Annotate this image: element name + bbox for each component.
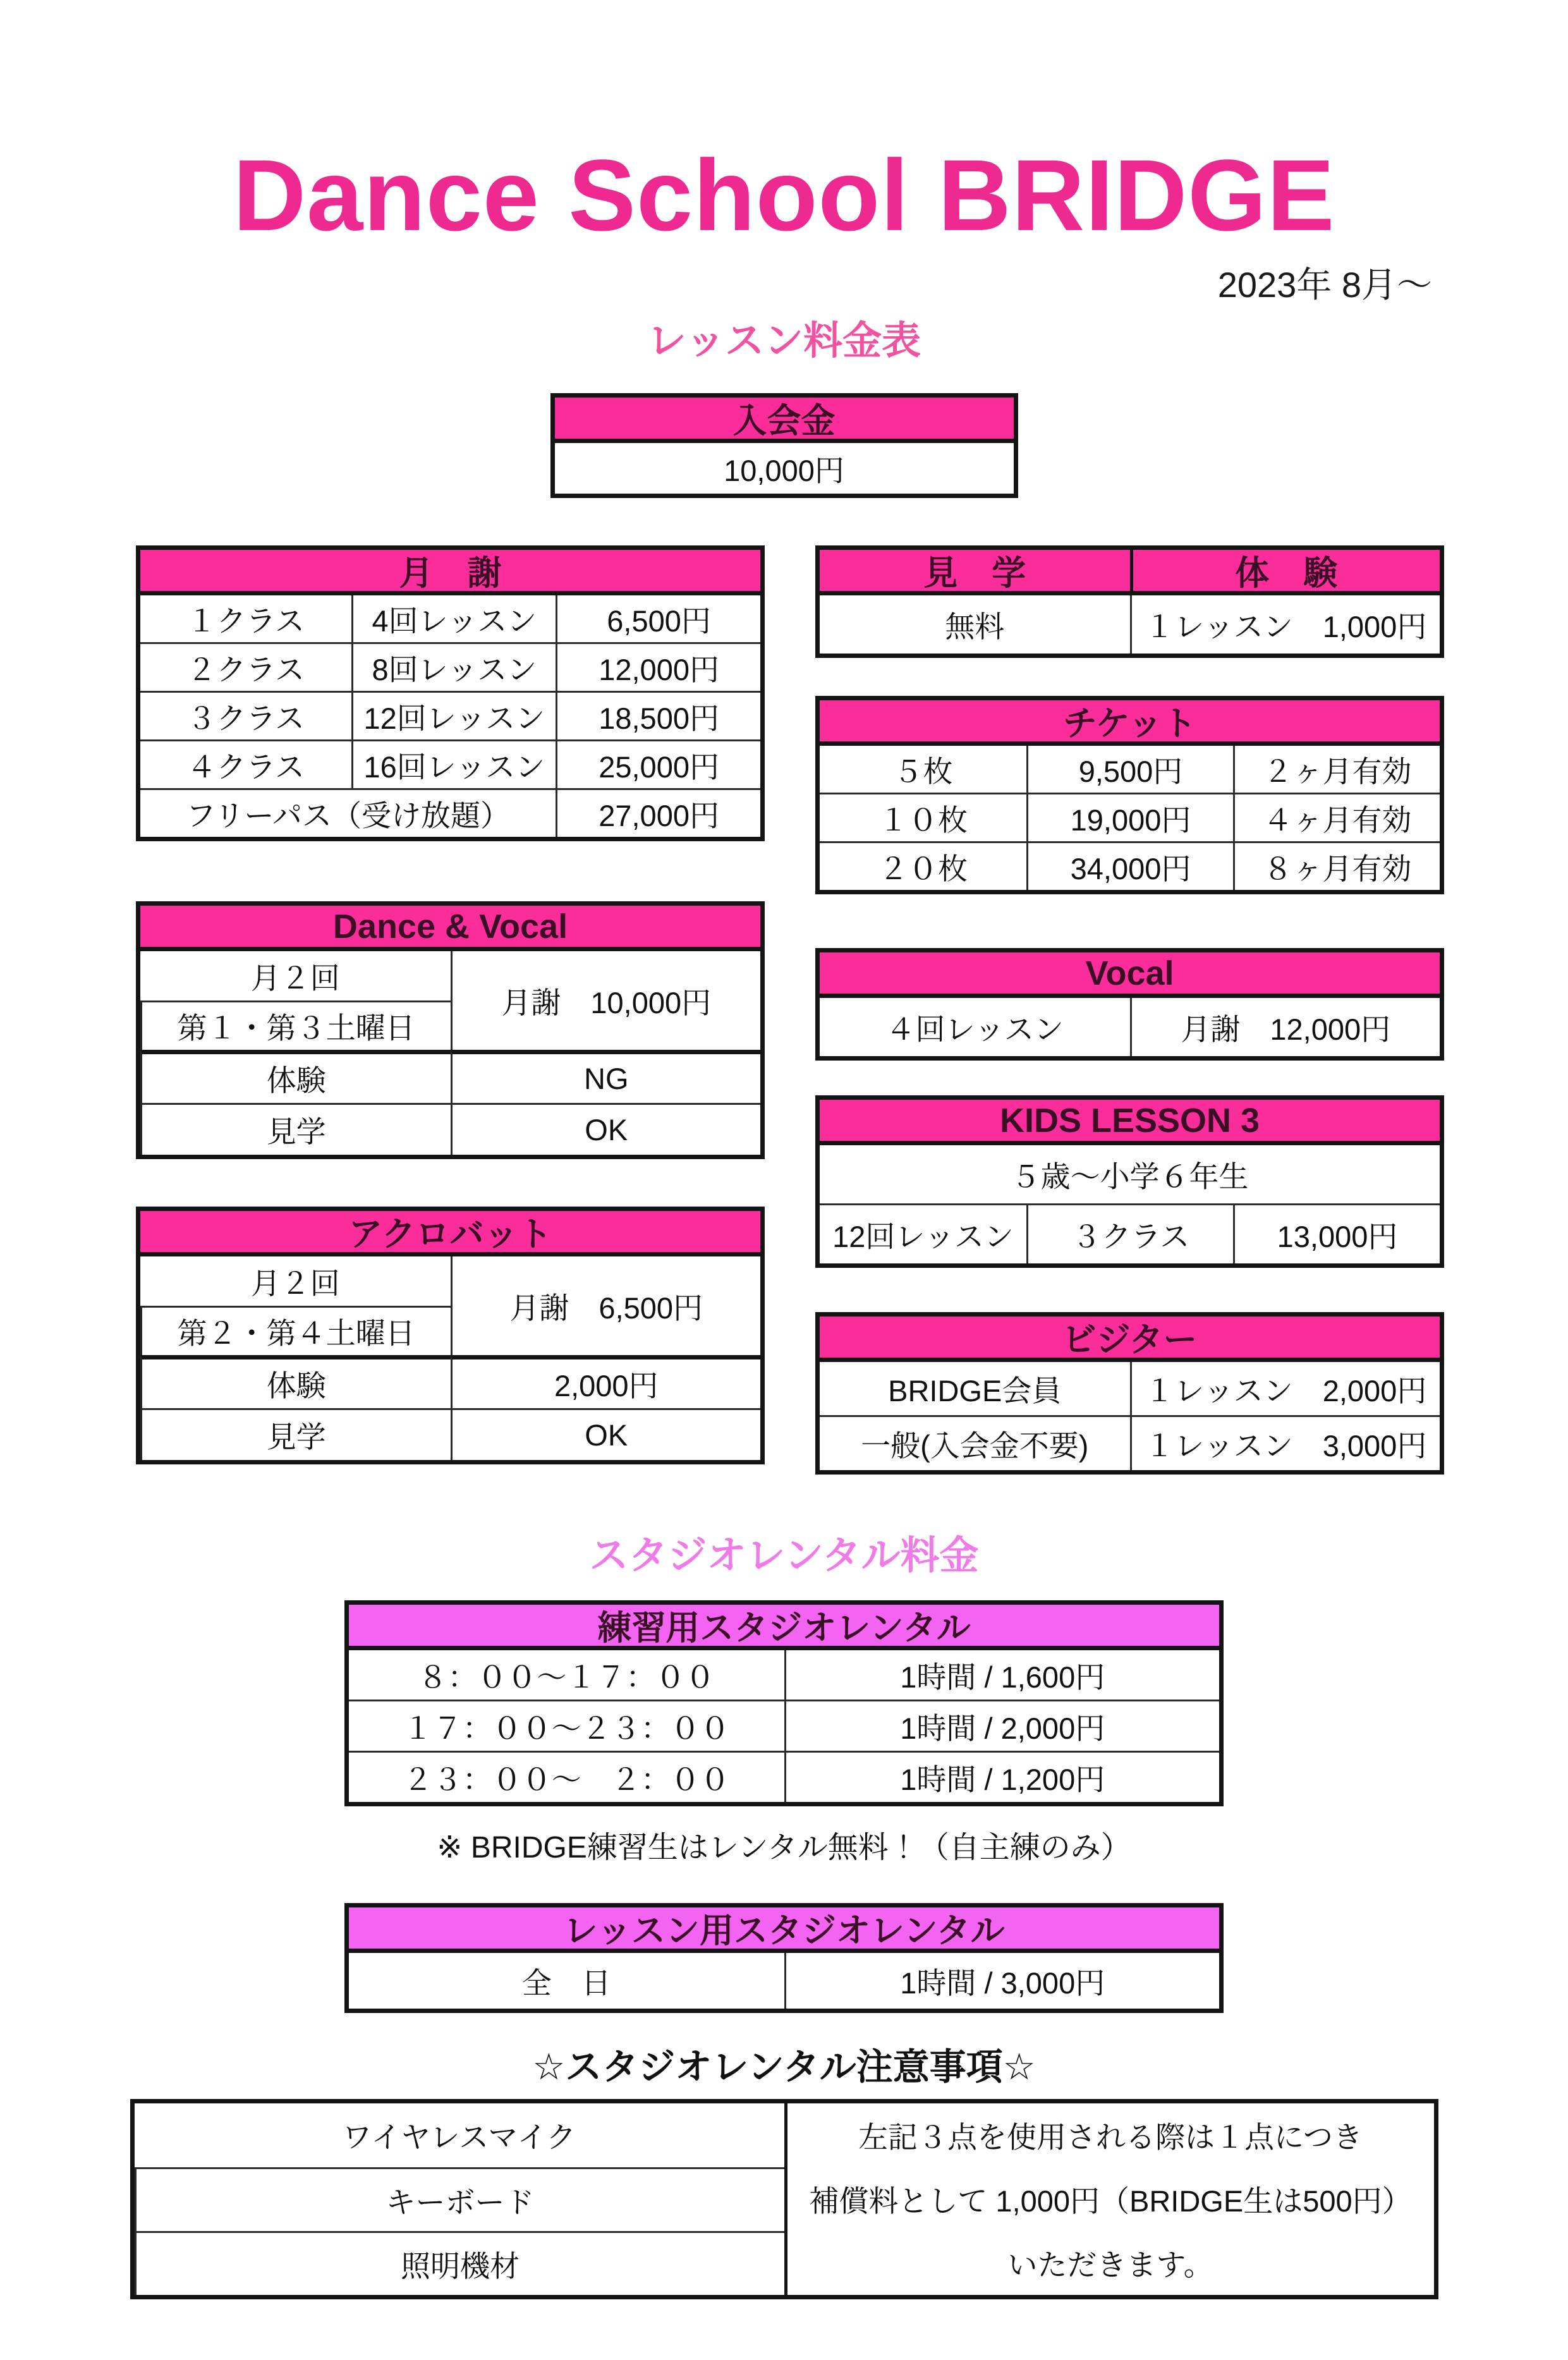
visit-value: 無料 [945, 609, 1005, 643]
right-column [815, 545, 1444, 1475]
kids-lesson-table [815, 1095, 1444, 1268]
ticket-validity: ２ヶ月有効 [1233, 746, 1440, 793]
monthly-fee: 月謝 10,000円 [451, 951, 761, 1050]
notice-description-line: いただきます。 [1007, 2248, 1213, 2282]
ticket-price: 34,000円 [1026, 843, 1233, 890]
class-count: ３クラス [1026, 1205, 1233, 1263]
rental-notice-body [135, 2103, 1434, 2295]
time-slot: １７：００～２３：００ [403, 1711, 730, 1745]
page-title: Dance School BRIDGE [233, 138, 1335, 252]
table-row [820, 841, 1440, 890]
trial-value: NG [451, 1050, 761, 1103]
age-range: ５歳～小学６年生 [1011, 1159, 1249, 1193]
lesson-studio-rental-table [344, 1903, 1224, 2013]
schedule-days: 第１・第３土曜日 [140, 1001, 451, 1050]
notice-description-line: 補償料として 1,000円（BRIDGE生は500円） [809, 2184, 1412, 2218]
kids-lesson-header: KIDS LESSON 3 [820, 1100, 1440, 1145]
visitor-type: 一般(入会金不要) [861, 1428, 1089, 1463]
schedule-days: 第２・第４土曜日 [140, 1306, 451, 1355]
practice-rental-note: ※ BRIDGE練習生はレンタル無料！（自主練のみ） [437, 1831, 1131, 1864]
visit-header: 見 学 [820, 550, 1130, 595]
free-pass-price: 27,000円 [556, 790, 760, 837]
visitor-price: １レッスン 3,000円 [1130, 1417, 1440, 1470]
practice-rental-header: 練習用スタジオレンタル [349, 1605, 1219, 1650]
lesson-rental-header: レッスン用スタジオレンタル [349, 1907, 1219, 1953]
admission-fee-table [550, 393, 1018, 498]
lesson-count: 8回レッスン [351, 644, 556, 691]
trial-label: 体験 [140, 1050, 451, 1103]
ticket-validity: ４ヶ月有効 [1233, 794, 1440, 841]
vocal-header: Vocal [820, 952, 1440, 998]
equipment-item: キーボード [135, 2167, 784, 2231]
dance-vocal-table [136, 901, 765, 1159]
lesson-count: 4回レッスン [351, 595, 556, 642]
hourly-rate: 1時間 / 1,600円 [784, 1650, 1220, 1700]
price: 18,500円 [556, 693, 760, 739]
table-row [820, 746, 1440, 793]
trial-value: 2,000円 [451, 1355, 761, 1408]
table-row [349, 1700, 1219, 1751]
acrobat-header: アクロバット [140, 1211, 760, 1256]
visitor-price: １レッスン 2,000円 [1130, 1362, 1440, 1415]
visit-trial-table [815, 545, 1444, 658]
lesson-count: ４回レッスン [885, 1012, 1064, 1046]
time-slot: ２３：００～ ２：００ [403, 1762, 730, 1796]
equipment-item: ワイヤレスマイク [342, 2120, 576, 2154]
table-row [820, 1362, 1440, 1415]
ticket-count: ５枚 [893, 754, 953, 788]
lesson-price-heading: レッスン料金表 [647, 319, 921, 363]
equipment-item: 照明機材 [135, 2231, 784, 2295]
table-row [349, 1751, 1219, 1802]
ticket-table [815, 696, 1444, 894]
visitor-header: ビジター [820, 1317, 1440, 1362]
hourly-rate: 1時間 / 3,000円 [784, 1953, 1220, 2009]
table-row [820, 1145, 1440, 1203]
class-count: １クラス [186, 604, 305, 638]
effective-date: 2023年 8月～ [1217, 265, 1432, 305]
visit-label: 見学 [140, 1103, 451, 1155]
ticket-validity: ８ヶ月有効 [1233, 843, 1440, 890]
table-row [140, 691, 760, 739]
ticket-count: １０枚 [878, 803, 968, 837]
monthly-fee: 月謝 6,500円 [451, 1256, 761, 1355]
monthly-fee: 月謝 12,000円 [1130, 998, 1440, 1056]
notice-description-line: 左記３点を使用される際は１点につき [858, 2120, 1363, 2154]
table-row [349, 1953, 1219, 2009]
time-slot: ８：００～１７：００ [418, 1660, 715, 1694]
ticket-count: ２０枚 [878, 851, 968, 885]
class-count: ２クラス [186, 652, 305, 686]
table-row [140, 642, 760, 691]
notice-description [784, 2103, 1434, 2295]
ticket-price: 9,500円 [1026, 746, 1233, 793]
trial-value: １レッスン 1,000円 [1130, 595, 1440, 654]
table-row [140, 788, 760, 837]
lesson-count: 16回レッスン [351, 741, 556, 788]
studio-rental-heading: スタジオレンタル料金 [589, 1534, 979, 1578]
lesson-count: 12回レッスン [832, 1219, 1014, 1253]
table-row [349, 1650, 1219, 1700]
admission-fee: 10,000円 [724, 453, 844, 487]
ticket-header: チケット [820, 700, 1440, 746]
acrobat-body [140, 1256, 760, 1460]
schedule-frequency: 月２回 [250, 1266, 340, 1300]
day-label: 全 日 [521, 1966, 611, 2000]
trial-header: 体 験 [1130, 550, 1440, 595]
visit-value: OK [451, 1103, 761, 1155]
table-row [820, 793, 1440, 841]
visitor-table [815, 1312, 1444, 1475]
price: 12,000円 [556, 644, 760, 691]
table-row [140, 595, 760, 642]
admission-header: 入会金 [555, 398, 1014, 443]
rental-notice-table [130, 2099, 1438, 2299]
table-row [820, 595, 1440, 654]
vocal-table [815, 948, 1444, 1061]
rental-notice-heading: ☆スタジオレンタル注意事項☆ [532, 2047, 1036, 2088]
left-column [136, 545, 765, 1475]
price: 13,000円 [1233, 1205, 1440, 1263]
lesson-count: 12回レッスン [351, 693, 556, 739]
free-pass-label: フリーパス（受け放題） [186, 798, 511, 832]
price-list-page [0, 138, 1568, 2360]
ticket-price: 19,000円 [1026, 794, 1233, 841]
schedule-frequency: 月２回 [250, 961, 340, 995]
practice-studio-rental-table [344, 1600, 1224, 1806]
class-count: ４クラス [186, 750, 305, 784]
table-row [820, 1203, 1440, 1263]
visitor-type: BRIDGE会員 [888, 1373, 1062, 1408]
trial-label: 体験 [140, 1355, 451, 1408]
table-row [140, 739, 760, 788]
price: 6,500円 [556, 595, 760, 642]
dance-vocal-header: Dance & Vocal [140, 906, 760, 951]
table-row [820, 998, 1440, 1056]
dance-vocal-body [140, 951, 760, 1155]
hourly-rate: 1時間 / 2,000円 [784, 1701, 1220, 1751]
hourly-rate: 1時間 / 1,200円 [784, 1753, 1220, 1802]
table-row [820, 1415, 1440, 1470]
visit-trial-headers [820, 550, 1440, 595]
two-column-section [0, 545, 1568, 1475]
monthly-fee-header: 月 謝 [140, 550, 760, 595]
class-count: ３クラス [186, 701, 305, 735]
monthly-fee-table [136, 545, 765, 841]
acrobat-table [136, 1207, 765, 1464]
visit-label: 見学 [140, 1408, 451, 1460]
visit-value: OK [451, 1408, 761, 1460]
price: 25,000円 [556, 741, 760, 788]
